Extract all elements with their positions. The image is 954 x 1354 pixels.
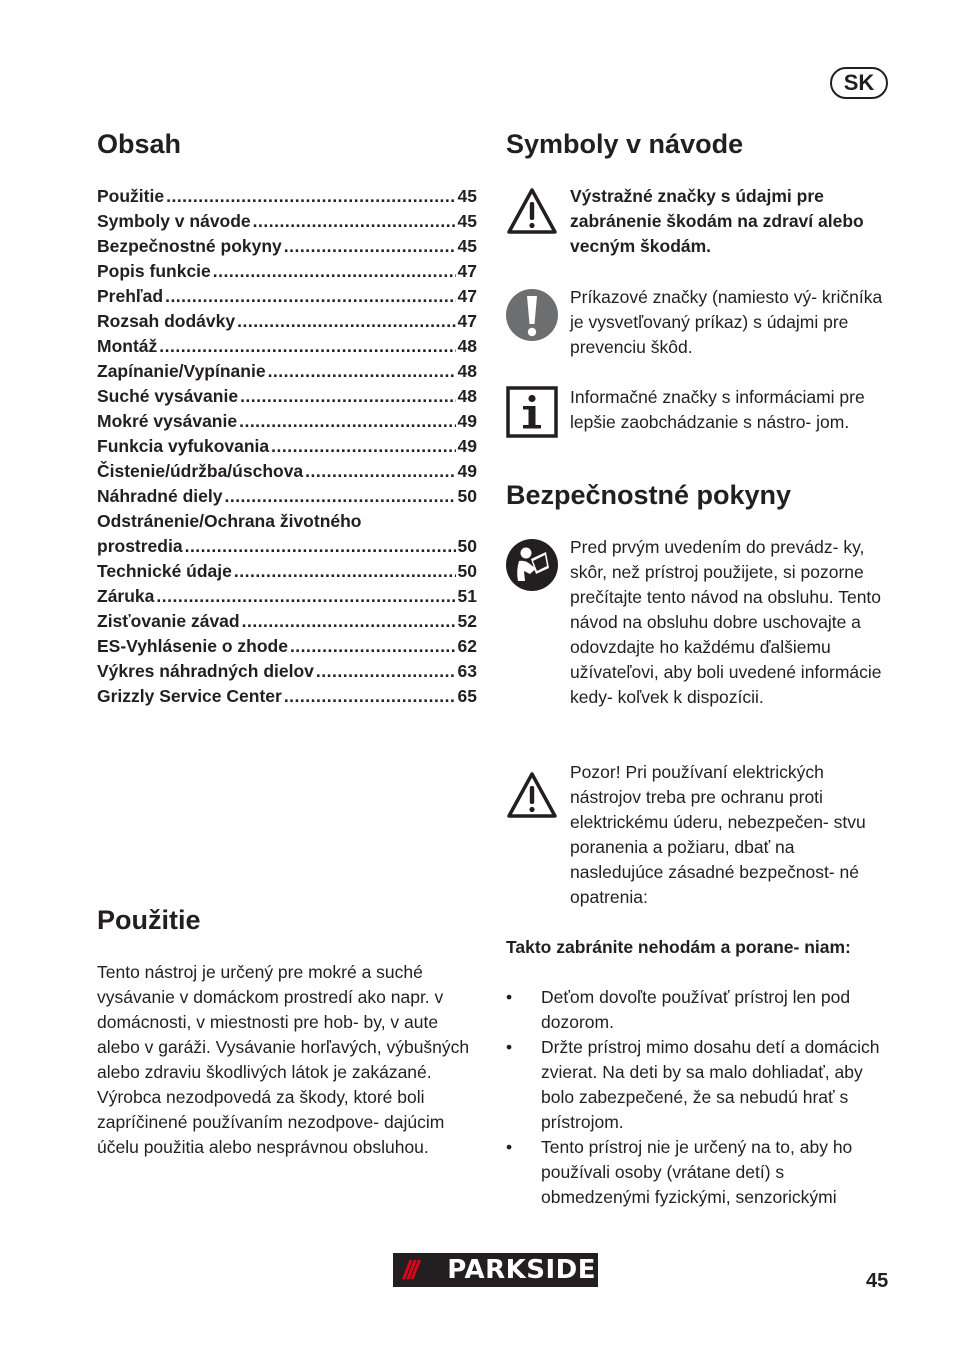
exclamation-circle-icon [506, 287, 558, 343]
toc-item[interactable]: Použitie ..... 45 [97, 184, 477, 209]
symbol-command-text: Príkazové značky (namiesto vý- kričníka je vysvetľovaný príkaz) s údajmi pre prevenciu škôd. [570, 287, 883, 357]
safety-warning-text: Pozor! Pri používaní elektrických nástrojov treba pre ochranu proti elektrickému úderu, nebezpečen- stvu poranenia a požiaru, dbať na nasledujúce zásadné bezpečnost- né opatrenia: [570, 762, 866, 907]
toc-title: Obsah [97, 129, 182, 159]
list-item: • Držte prístroj mimo dosahu detí a domácich zvierat. Na deti by sa malo dohliadať, aby bolo zabezpečené, že sa nebudú hrať s prístrojom. [506, 1035, 896, 1135]
warning-triangle-icon [506, 184, 558, 240]
toc-item[interactable]: Odstránenie/Ochrana životného [97, 511, 362, 531]
safety-title: Bezpečnostné pokyny [506, 480, 792, 510]
toc-item[interactable]: Suché vysávanie ..... 48 [97, 384, 477, 409]
toc-item[interactable]: Prehľad ..... 47 [97, 284, 477, 309]
toc-item[interactable]: ES-Vyhlásenie o zhode ..... 62 [97, 634, 477, 659]
toc-item[interactable]: Čistenie/údržba/úschova ..... 49 [97, 459, 477, 484]
toc-item[interactable]: Náhradné diely ..... 50 [97, 484, 477, 509]
logo-brand: PARKSIDE [447, 1255, 596, 1285]
parkside-logo [393, 1253, 598, 1287]
toc-item[interactable]: Grizzly Service Center ..... 65 [97, 684, 477, 709]
language-badge: SK [830, 67, 888, 99]
read-manual-icon [506, 537, 558, 593]
usage-text: Tento nástroj je určený pre mokré a suché vysávanie v domáckom prostredí ako napr. v domácnosti, v miestnosti pre hob- by, v aute alebo v garáži. Vysávanie horľavých, výbušných alebo zdraviu škodlivých látok je zakázané. Výrobca nezodpovedá za škody, ktoré boli zapríčinené používaním nezodpove- dajúcim účelu použitia alebo nesprávnou obsluhou. [97, 962, 470, 1157]
list-item: • Deťom dovoľte používať prístroj len pod dozorom. [506, 985, 896, 1035]
symbol-info-text: Informačné značky s informáciami pre lepšie zaobchádzanie s nástro- jom. [570, 387, 865, 432]
symbols-title: Symboly v návode [506, 129, 744, 159]
read-manual-text: Pred prvým uvedením do prevádz- ky, skôr, než prístroj použijete, si pozorne prečítajte tento návod na obsluhu. Tento návod na obsluhu dobre uschovajte a odovzdajte ho každému ďalšiemu užívateľovi, aby boli uvedené informácie kedy- koľvek k dispozícii. [570, 537, 882, 707]
toc-item[interactable]: Výkres náhradných dielov ..... 63 [97, 659, 477, 684]
toc-item[interactable]: Symboly v návode ..... 45 [97, 209, 477, 234]
info-box-icon [506, 385, 558, 441]
list-item: • Tento prístroj nie je určený na to, aby ho používali osoby (vrátane detí) s obmedzenými fyzickými, senzorickými [506, 1135, 896, 1210]
page-number: 45 [866, 1270, 889, 1292]
symbol-warning-text: Výstražné značky s údajmi pre zabránenie škodám na zdraví alebo vecným škodám. [570, 186, 864, 256]
safety-subheading: Takto zabránite nehodám a porane- niam: [506, 937, 851, 957]
usage-title: Použitie [97, 905, 201, 935]
safety-bullet-list [506, 985, 896, 1210]
table-of-contents [97, 184, 477, 709]
toc-item[interactable]: Zapínanie/Vypínanie ..... 48 [97, 359, 477, 384]
toc-item[interactable]: Popis funkcie ..... 47 [97, 259, 477, 284]
toc-item[interactable]: Bezpečnostné pokyny ..... 45 [97, 234, 477, 259]
toc-item[interactable]: Montáž ..... 48 [97, 334, 477, 359]
logo-slashes-icon: /// [403, 1254, 416, 1285]
toc-item[interactable]: Záruka ..... 51 [97, 584, 477, 609]
toc-item[interactable]: Rozsah dodávky ..... 47 [97, 309, 477, 334]
warning-triangle-icon [506, 768, 558, 824]
toc-item[interactable]: Zisťovanie závad ..... 52 [97, 609, 477, 634]
toc-item[interactable]: prostredia ..... 50 [97, 534, 477, 559]
toc-item[interactable]: Technické údaje ..... 50 [97, 559, 477, 584]
toc-item[interactable]: Funkcia vyfukovania ..... 49 [97, 434, 477, 459]
toc-item[interactable]: Mokré vysávanie ..... 49 [97, 409, 477, 434]
